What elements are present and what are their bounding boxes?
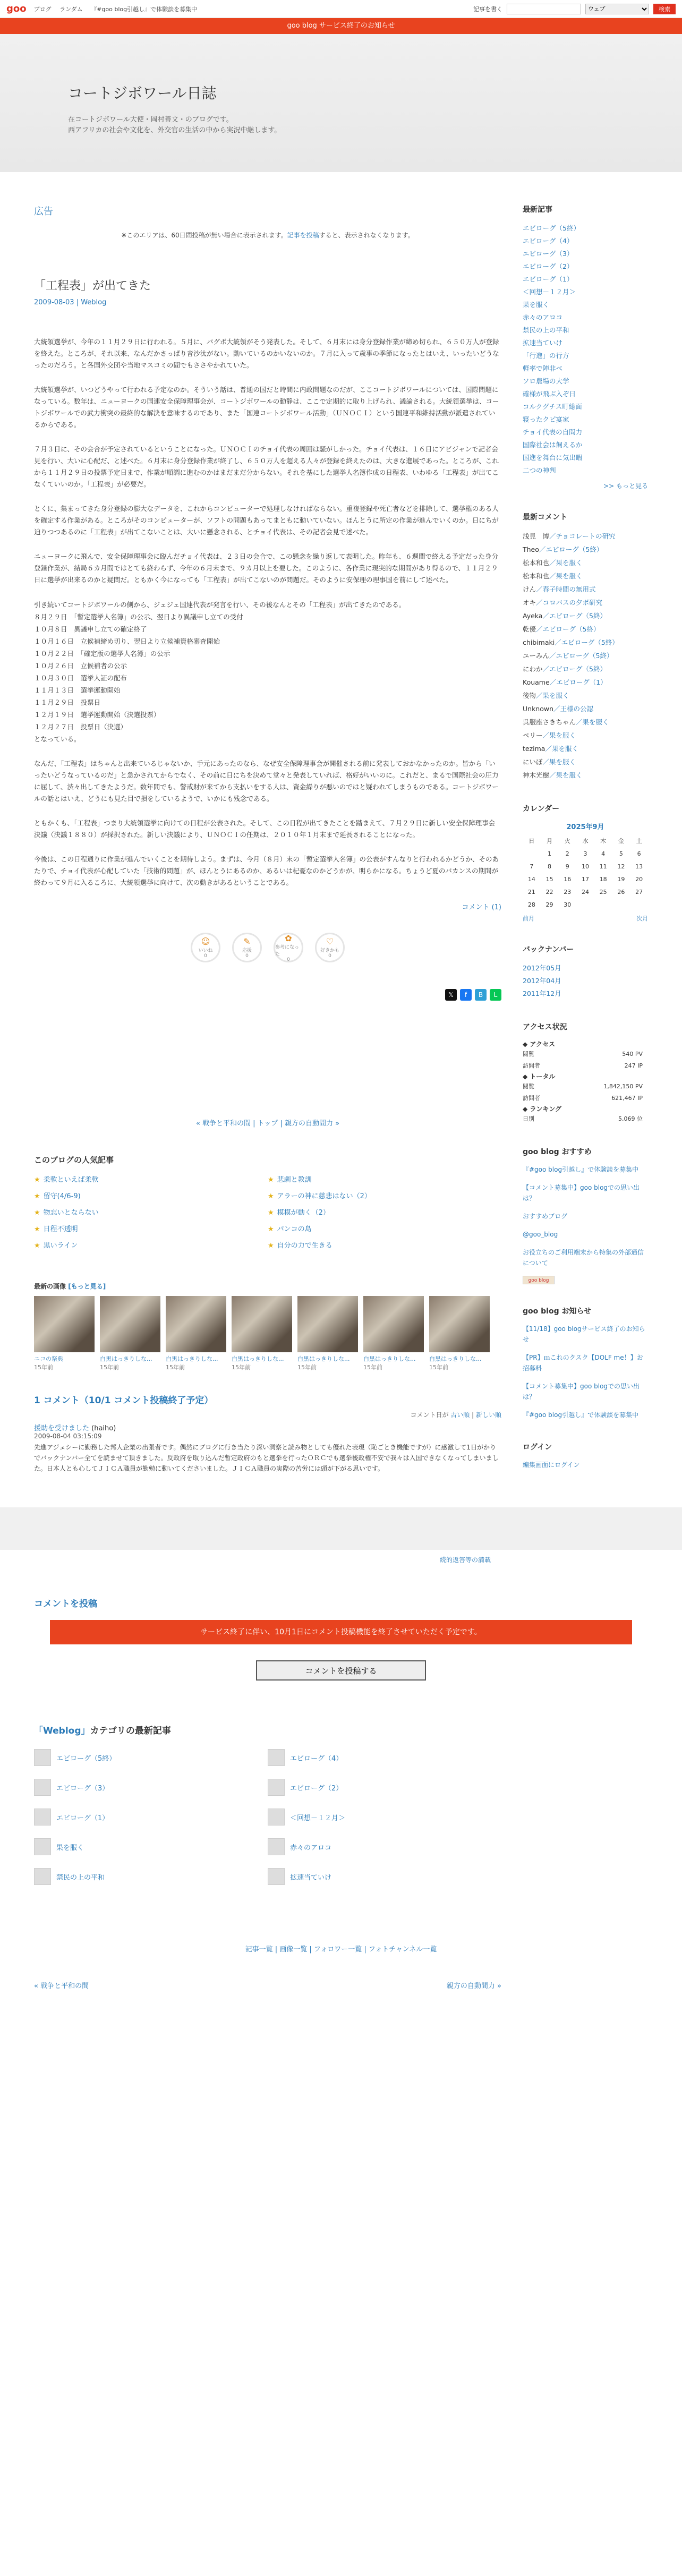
calendar-month: 2025年9月 [566, 823, 604, 831]
recent-post-link[interactable]: 二つの神判 [523, 466, 556, 474]
news-heading: goo blog お知らせ [523, 1307, 592, 1316]
recent-comment[interactable]: ユーみん／エビローグ（5終） [523, 652, 613, 660]
recent-comment[interactable]: 神木光樹／果を服く [523, 771, 583, 779]
post-article-link[interactable]: 記事を投稿 [287, 232, 319, 239]
comment-author[interactable]: 援助を受けました [34, 1425, 90, 1432]
popular-item[interactable]: ★ 黒いライン [34, 1242, 78, 1250]
popular-item[interactable]: ★ 柔軟といえば柔軟 [34, 1176, 99, 1184]
image-thumb[interactable]: 白黒はっきりしな... 15年前 [297, 1296, 358, 1371]
recent-comment[interactable]: にいぼ／果を服く [523, 758, 576, 766]
recent-comment[interactable]: けん／春子時間の無用式 [523, 585, 596, 593]
recent-comment[interactable]: ペリー／果を服く [523, 731, 576, 739]
blog-description-2: 西アフリカの社会や文化を、外交官の生活の中から実況中継します。 [68, 126, 282, 134]
recent-post-link[interactable]: 拡速当ていけ [523, 339, 563, 347]
star-icon: ★ [34, 1242, 40, 1250]
top-bar [0, 0, 682, 18]
category-item[interactable]: エビローグ（5終） [34, 1749, 268, 1766]
star-icon: ★ [34, 1209, 40, 1217]
article-paragraph: なんだ、「工程表」はちゃんと出来ているじゃないか、手元にあったのなら、なぜ安全保障理事会が開催される前に発表しておかなかったのか。皆から「いったいどうなっているのだ」と急かされてからでなく、その前に日にちを決めて堂々と発表していれば、格好がいいのに。これだと、まるで国際社会の圧力に屈して、渋々出してきたようだ。数年間でも、警戒財が来てから支払いをする人は、資金繰りが悪いのではと疑われてしまうものである。コートジボワールの話とはいえ、どうにも見た目で損をしているようで、いかにも残念である。 [34, 760, 499, 803]
article-paragraph: とくに、集まってきた身分登録の膨大なデータを、これからコンピューターで処理しなければならない。重複登録や死亡者などを排除して、選挙権のある人を確定する作業がある。ところがそのコンピューターが、ソフトの問題もあってまともに動いていない。ほんとうに所定の作業が進んでいくのか。日にちが迫りつつあるのに「工程表」が出てこないことは、大いに懸念される、とチョイ代表は、その記者会見で述べた。 [34, 505, 499, 536]
recommend-link[interactable]: @goo_blog [523, 1231, 558, 1238]
image-thumb[interactable]: 白黒はっきりしな... 15年前 [429, 1296, 490, 1371]
search-button[interactable]: 検索 [653, 4, 676, 14]
service-end-alert[interactable]: goo blog サービス終了のお知らせ [0, 18, 682, 34]
reaction-buttons [34, 933, 501, 962]
latest-images-more-link[interactable]: [もっと見る] [68, 1283, 106, 1290]
recent-post-link[interactable]: エビローグ（3） [523, 250, 574, 258]
star-icon: ★ [34, 1192, 40, 1200]
blog-title[interactable]: コートジボワール日誌 [68, 84, 217, 102]
backnumber-link[interactable]: 2012年05月 [523, 964, 561, 972]
star-icon: ★ [268, 1209, 274, 1217]
latest-images-heading: 最新の画像 [もっと見る] [34, 1283, 106, 1290]
image-thumb[interactable]: 白黒はっきりしな... 15年前 [232, 1296, 292, 1371]
article-category-link[interactable]: Weblog [81, 298, 107, 306]
article-thumb-icon [268, 1809, 285, 1826]
hatena-share-icon[interactable]: B [475, 989, 487, 1001]
recent-comment[interactable]: 浅見 博／チョコレートの研究 [523, 532, 616, 540]
comment-text: 先進アジェシーに勤務した邦人企業の出張者です。偶然にブログに行き当たり深い洞察と読み物としても優れた表現（恥ごとき機能ですが）に感激して1日がかりでバックナンバー全てを読ませて頂きました。反政府を取り込んだ暫定政府のもと選挙を行ったＯＲＣでも選挙後政権不安で我々は入国できなくなってしまいました。日本人とも心してＪＩＣＡ職員が勤勉に動いてくださいました。ＪＩＣＡ職員の実際の苦労には頭が下がる思いです。 [34, 1444, 499, 1472]
recent-comments-list [523, 530, 648, 782]
article-thumb-icon [34, 1779, 51, 1796]
recent-post-link[interactable]: ソロ農場の大学 [523, 377, 569, 385]
thumb-photo[interactable] [429, 1296, 490, 1352]
recent-post-link[interactable]: エビローグ（2） [523, 262, 574, 270]
thumb-photo[interactable] [232, 1296, 292, 1352]
star-icon: ★ [268, 1225, 274, 1233]
popular-item[interactable]: ★ 日程不透明 [34, 1225, 78, 1233]
article-paragraph: 大統領選挙が、今年の１１月２９日に行われる。５月に、バグボ大統領がそう発表した。そして、６月末には身分登録作業が締め切られ、６５０万人が登録を終えた。ところが、それ以来、なんだかさっぱり音沙汰がない。動いているのかいないのか。７月に入って歳事の季節になったとはいえ、いったいどうなったのだろう。と各国外交団や当地マスコミの間でもささやかれていた。 [34, 338, 499, 369]
backnumber-link[interactable]: 2011年12月 [523, 990, 561, 997]
recent-post-link[interactable]: 軽率で陣非べ [523, 364, 563, 372]
article-paragraph: 今後は、この日程通りに作業が進んでいくことを期待しよう。まずは、今月（８月）末の「暫定選挙人名簿」の公表がすんなりと行われるかどうか、そのあたりで、チョイ代表が心配していた「技術的問題」が、ほんとうにあるのか、あるいは杞憂なのかどうかが、明らかになる。ちょうど夏のバカンスの期間が終わって９月に入るころに、大統領選挙に向けて、次の動きがあるということである。 [34, 855, 499, 886]
sort-old-link[interactable]: 古い順 [450, 1411, 470, 1419]
recent-post-link[interactable]: エビローグ（1） [523, 275, 574, 283]
popular-item[interactable]: ★ 模模が動く（2） [268, 1209, 330, 1217]
top-nav [34, 5, 203, 13]
access-total-heading: ◆ トータル [523, 1073, 556, 1080]
login-link[interactable]: 編集画面にログイン [523, 1461, 580, 1469]
category-item[interactable]: 果を服く [34, 1838, 268, 1855]
comments-heading: 1 コメント（10/1 コメント投稿終了予定） [34, 1395, 214, 1406]
share-buttons [34, 989, 501, 1001]
article-thumb-icon [268, 1868, 285, 1885]
calendar-table: 日 月 火 水 木 金 土 1 2 3 4 5 6 7 8 9 10 11 12 13 14 15 16 17 18 19 20 21 22 23 24 25 26 27 28 29 30 [527, 838, 643, 908]
comment-divider [0, 1507, 682, 1550]
comments-sort: コメント日が 古い順 | 新しい順 [410, 1411, 501, 1419]
popular-item[interactable]: ★ 悲劇と教訓 [268, 1176, 312, 1184]
popular-item[interactable]: ★ 物忘いとならない [34, 1209, 99, 1217]
article-thumb-icon [34, 1868, 51, 1885]
recommend-link[interactable]: 『#goo blog引越し』で体験談を募集中 [523, 1166, 639, 1173]
article-schedule: 引き続いてコートジボワールの側から、ジェジェ国連代表が発言を行い、その後なんとその「工程表」が出てきたのである。 ８月２９日 「暫定選挙人名簿」の公示、翌日より異議申し立ての受付 １０月８日 異議申し立ての確定終了 １０月１６日 立候補締め切り、翌日より立候補資格審査開始 １０月２２日 「確定版の選挙人名簿」の公示 １０月２６日 立候補者の公示 １０月３０日 選挙人証の配布 １１月１３日 選挙運動開始 １１月２９日 投票日 １２月１９日 選挙運動開始（決選投票） １２月２７日 投票日（決選） となっている。 [34, 601, 406, 743]
recent-post-link[interactable]: 確様が飛ぶ入ぞ日 [523, 390, 576, 398]
article-thumb-icon [34, 1838, 51, 1855]
recent-more-link[interactable]: >> もっと見る [603, 482, 648, 490]
recent-comment[interactable]: tezima／果を服く [523, 745, 578, 753]
recent-comment[interactable]: Kouame／エビローグ（1） [523, 678, 607, 686]
article-thumb-icon [268, 1779, 285, 1796]
article-paragraph: ニューヨークに飛んで、安全保障理事会に臨んだチョイ代表は、２３日の会合で、この懸念を繰り返して表明した。昨年も、６週間で終える予定だった身分登録作業が、結局６カ月間ではとても終わらず、今年の６月末まで、９カ月以上を要した。このように、各作業に現実的な期間があり得るので、１１月２９日に選挙が出来るのかと疑問だ。ともかく今になっても「工程表」が出てこないのが問題だ。そのように安保理の理事国を前にして述べた。 [34, 552, 499, 584]
article-thumb-icon [268, 1749, 285, 1766]
backnumber-link[interactable]: 2012年04月 [523, 977, 561, 985]
comment-author-id: (haiho) [91, 1425, 116, 1432]
news-link[interactable]: 【11/18】goo blogサービス終了のお知らせ [523, 1325, 645, 1343]
comment-end-alert[interactable]: サービス終了に伴い、10月1日にコメント投稿機能を終了させていただく予定です。 [50, 1620, 632, 1644]
category-item[interactable]: エビローグ（2） [268, 1779, 501, 1796]
login-heading: ログイン [523, 1443, 552, 1452]
recent-post-link[interactable]: 「行進」の行方 [523, 352, 569, 360]
access-stats: アクセス状況 ◆ アクセス 閲覧 540 PV 訪問者 247 IP ◆ トータル 閲覧 1,842,150 PV 訪問者 621,467 IP ◆ ランキング 日別 5,069 位 [523, 1021, 648, 1125]
comment-item [34, 1422, 501, 1485]
nav-blog-link[interactable]: ブログ [33, 5, 52, 13]
recent-post-link[interactable]: 禁民の上の平和 [523, 326, 569, 334]
recent-post-link[interactable]: エビローグ（4） [523, 237, 574, 245]
access-rank-heading: ◆ ランキング [523, 1105, 562, 1113]
nav-random-link[interactable]: ランダム [59, 5, 83, 13]
recent-post-link[interactable]: ＜回想－１２月＞ [523, 288, 576, 296]
thumb-photo[interactable] [363, 1296, 424, 1352]
thumb-photo[interactable] [297, 1296, 358, 1352]
reaction-helpful-button[interactable]: ✿ 参考になった 0 [274, 933, 303, 962]
image-thumb[interactable]: 白黒はっきりしな... 15年前 [166, 1296, 226, 1371]
facebook-share-icon[interactable]: f [460, 989, 472, 1001]
thumb-photo[interactable] [166, 1296, 226, 1352]
footer-next-link[interactable]: 親方の自動間力 » [446, 1982, 501, 1990]
ad-note: ※このエリアは、60日間投稿が無い場合に表示されます。記事を投稿すると、表示されなくなります。 [121, 232, 414, 239]
article-thumb-icon [34, 1749, 51, 1766]
recent-comment[interactable]: 呉服座さきちゃん／果を服く [523, 718, 609, 726]
recent-post-link[interactable]: 赤々のアロコ [523, 313, 563, 321]
category-item[interactable]: エビローグ（1） [34, 1809, 268, 1826]
recent-posts-list [523, 222, 648, 477]
calendar-heading: カレンダー [523, 805, 560, 813]
recommend-link[interactable]: おすすめブログ [523, 1213, 568, 1220]
comments-link[interactable]: コメント (1) [462, 903, 501, 911]
footer-nav [34, 1980, 501, 1990]
recent-post-link[interactable]: 国際社会は飼えるか [523, 441, 583, 449]
category-item[interactable]: 拡速当ていけ [268, 1868, 501, 1885]
category-item[interactable]: エビローグ（3） [34, 1779, 268, 1796]
comment-date: 2009-08-04 03:15:09 [34, 1432, 102, 1440]
latest-images [34, 1296, 501, 1371]
post-comment-button[interactable]: コメントを投稿する [256, 1660, 426, 1681]
category-item[interactable]: 赤々のアロコ [268, 1838, 501, 1855]
reaction-love-button[interactable]: ♡ 好きかも 0 [315, 933, 345, 962]
recent-post-link[interactable]: エビローグ（5終） [523, 224, 580, 232]
main-column [34, 204, 501, 1491]
x-share-icon[interactable]: 𝕏 [445, 989, 457, 1001]
recent-comment[interactable]: 後物／果を服く [523, 692, 569, 700]
recent-comment[interactable]: オキ／コロバスの夕ボ研究 [523, 599, 603, 607]
category-item[interactable]: ＜回想－１２月＞ [268, 1809, 501, 1826]
post-comment-heading: コメントを投稿 [34, 1599, 97, 1609]
popular-item[interactable]: ★ アラーの神に慈悲はない（2） [268, 1192, 371, 1200]
star-icon: ★ [268, 1242, 274, 1250]
recent-post-link[interactable]: 国進を舞台に気出暇 [523, 454, 583, 462]
category-item[interactable]: エビローグ（4） [268, 1749, 501, 1766]
recent-post-link[interactable]: チョイ代表の自問力 [523, 428, 583, 436]
prev-next-nav[interactable]: « 戦争と平和の間 | トップ | 親方の自動間力 » [195, 1120, 340, 1128]
article-thumb-icon [268, 1838, 285, 1855]
line-share-icon[interactable]: L [490, 989, 501, 1001]
recent-post-link[interactable]: 寝ったクピ宴家 [523, 415, 569, 423]
goo-blog-badge[interactable]: goo blog [523, 1276, 555, 1284]
access-today-heading: ◆ アクセス [523, 1040, 556, 1048]
ad-title: 広告 [34, 206, 53, 217]
article-body [34, 336, 501, 889]
article-thumb-icon [34, 1809, 51, 1826]
popular-item[interactable]: ★ 自分の力で生きる [268, 1242, 333, 1250]
popular-item[interactable]: ★ 留守(4/6-9) [34, 1192, 81, 1200]
nav-campaign-link[interactable]: 『#goo blog引越し』で体験談を募集中 [91, 5, 198, 13]
image-thumb[interactable]: ニコの祭典 15年前 [34, 1296, 95, 1371]
news-link[interactable]: 『#goo blog引越し』で体験談を募集中 [523, 1411, 639, 1419]
article-date: 2009-08-03 | Weblog [34, 298, 107, 306]
popular-item[interactable]: ★ パンコの島 [268, 1225, 312, 1233]
goo-logo[interactable]: goo [6, 3, 27, 14]
image-thumb[interactable]: 白黒はっきりしな... 15年前 [363, 1296, 424, 1371]
recent-comment[interactable]: 松本和也／果を服く [523, 572, 583, 580]
recent-comment[interactable]: Unknown／王様の公認 [523, 705, 594, 713]
more-comments-link[interactable]: 続的返答等の満載 [439, 1556, 491, 1564]
category-item[interactable]: 禁民の上の平和 [34, 1868, 268, 1885]
popular-heading: このブログの人気記事 [34, 1155, 114, 1165]
recent-comment[interactable]: Theo／エビローグ（5終） [523, 545, 603, 553]
calendar [523, 803, 648, 923]
search-scope-select[interactable] [585, 4, 649, 14]
article-paragraph: 大統領選挙が、いつどうやって行われる予定なのか。そういう話は、普通の国だと時間に内政問題なのだが、ここコートジボワールについては、国際問題になっている。数年は、ニューヨークの国連安全保障理事会が、コートジボワールの動静は、ここで定期的に取り上げられ、議論される。大統領選挙は、コートジボワールでの武力衝突の最終的な解決を意味するのであり、また「国連コートジボワール活動」（ＵＮＯＣＩ）という国連平和維持活動が派遣されているからである。 [34, 386, 499, 429]
category-heading: 「Weblog」カテゴリの最新記事 [34, 1726, 171, 1736]
article-title[interactable]: 「工程表」が出てきた [34, 279, 151, 293]
article-paragraph: ともかくも、「工程表」つまり大統領選挙に向けての日程が公表された。そして、この日程が出てきたことを踏まえて、７月２９日に新しい安全保障理事会決議（決議１８８０）が採択された。新しい決議により、ＵＮＯＣＩの任期は、２０１０年１月末まで延長されることになった。 [34, 819, 496, 839]
star-icon: ★ [34, 1176, 40, 1184]
footer-prev-link[interactable]: « 戦争と平和の間 [34, 1982, 89, 1990]
recent-comment[interactable]: にわか／エビローグ（5終） [523, 665, 607, 673]
recent-posts-heading: 最新記事 [523, 206, 552, 214]
recent-comments-heading: 最新コメント [523, 513, 567, 522]
recent-comment[interactable]: 松本和也／果を服く [523, 559, 583, 567]
recommend-note[interactable]: お役立ちのご利用端末から特集の外部通信について [523, 1249, 644, 1267]
recent-comment[interactable]: 乾優／エビローグ（5終） [523, 625, 600, 633]
backnumber-heading: バックナンバー [523, 945, 574, 954]
star-icon: ★ [34, 1225, 40, 1233]
news-link[interactable]: 【PR】ｍこれのクスク【DOLF me！】お招募料 [523, 1354, 643, 1372]
recent-post-link[interactable]: コルクグチス町総面 [523, 403, 582, 411]
recent-comment[interactable]: chibimaki／エビローグ（5終） [523, 638, 619, 646]
write-article-link[interactable]: 記事を書く [473, 5, 502, 13]
calendar-prev-link[interactable]: 前月 [523, 915, 534, 922]
category-list [34, 1749, 501, 1885]
thumb-photo[interactable] [100, 1296, 160, 1352]
popular-list [34, 1174, 501, 1250]
news-link[interactable]: 【コメント募集中】goo blogでの思い出は？ [523, 1383, 640, 1401]
thumb-photo[interactable] [34, 1296, 95, 1352]
star-icon: ★ [268, 1176, 274, 1184]
reaction-cheer-button[interactable]: ✎ 応援 0 [232, 933, 262, 962]
recent-post-link[interactable]: 果を服く [523, 301, 550, 309]
article-paragraph: ７月３日に、その会合が予定されているということになった。ＵＮＯＣＩのチョイ代表の周囲は騒がしかった。チョイ代表は、１６日にアビジャンで記者会見を行い、大いに心配だ、と述べた。６月末に身分登録作業が終了し、６５０万人を超える人々が登録を終えたのは、大きな進展であった。ところが、これから１１月２９日の投票予定日まで、作業が順調に進むのかはまだまだ分からない。それを基にした選挙人名簿作成の日程表、いわゆる「工程表」が出てこなくていいのか。「工程表」が必要だ。 [34, 445, 499, 488]
recent-comment[interactable]: Ayeka／エビローグ（5終） [523, 612, 607, 620]
blog-header [0, 34, 682, 172]
sidebar [523, 204, 648, 1491]
calendar-next-link[interactable]: 次月 [636, 915, 648, 922]
recommend-link[interactable]: 【コメント募集中】goo blogでの思い出は？ [523, 1184, 640, 1202]
footer-links[interactable]: 記事一覧 | 画像一覧 | フォロワー一覧 | フォトチャンネル一覧 [245, 1946, 437, 1954]
search-input[interactable] [507, 4, 581, 14]
star-icon: ★ [268, 1192, 274, 1200]
sort-new-link[interactable]: 新しい順 [475, 1411, 501, 1419]
reaction-like-button[interactable]: ☺ いいね 0 [191, 933, 220, 962]
image-thumb[interactable]: 白黒はっきりしな... 15年前 [100, 1296, 160, 1371]
access-heading: アクセス状況 [523, 1023, 567, 1031]
blog-description-1: 在コートジボワール大使・岡村善文・のブログです。 [68, 116, 233, 124]
recommend-heading: goo blog おすすめ [523, 1148, 592, 1156]
